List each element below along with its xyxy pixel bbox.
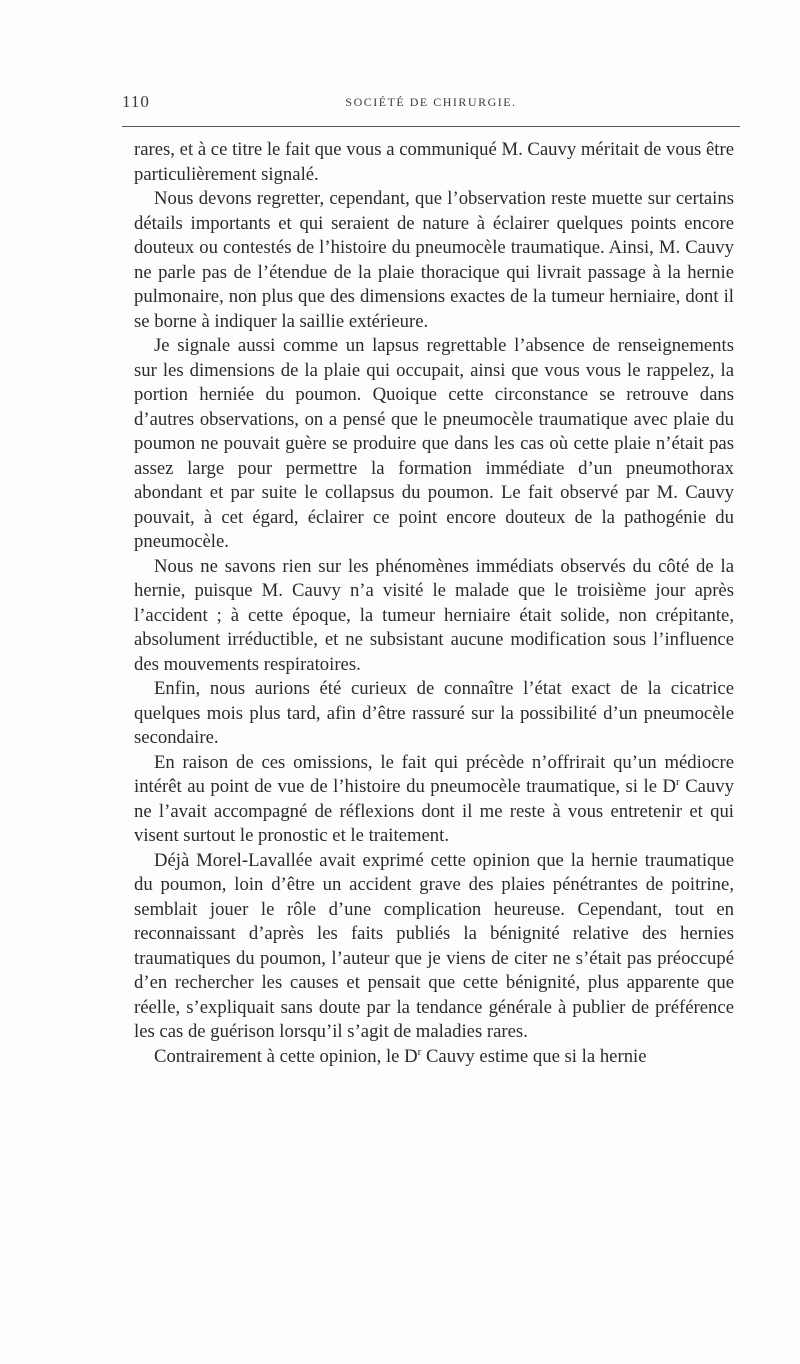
paragraph-text: Contrairement à cette opinion, le D (154, 1045, 418, 1067)
body-text (134, 138, 734, 1069)
paragraph (134, 1045, 734, 1070)
paragraph: Nous ne savons rien sur les phénomènes immédiats observés du côté de la hernie, puisque M. Cauvy n’a visité le malade que le troisième jour après l’accident ; à cette époque, la tumeur herniaire était solide, non crépitante, absolument irréductible, et ne subsistant aucune modification sous l’influence des mouvements respiratoires. (134, 555, 734, 675)
page-header (122, 92, 740, 114)
paragraph (134, 751, 734, 849)
running-head: SOCIÉTÉ DE CHIRURGIE. (345, 95, 517, 109)
paragraph-text: Cauvy estime que si la hernie (421, 1045, 647, 1067)
superscript: r (417, 1045, 422, 1058)
paragraph: Je signale aussi comme un lapsus regrettable l’absence de renseignements sur les dimensions de la plaie qui occupait, ainsi que vous vous le rappelez, la portion herniée du poumon. Quoique cette circonstance se retrouve dans d’autres observations, on a pensé que le pneumocèle traumatique avec plaie du poumon ne pouvait guère se produire que dans les cas où cette plaie n’était pas assez large pour permettre la formation immédiate d’un pneumothorax abondant et par suite le collapsus du poumon. Le fait observé par M. Cauvy pouvait, à cet égard, éclairer ce point encore douteux de la pathogénie du pneumocèle. (134, 335, 734, 552)
paragraph: Nous devons regretter, cependant, que l’observation reste muette sur certains détails importants et qui seraient de nature à éclairer quelques points encore douteux ou contestés de l’histoire du pneumocèle traumatique. Ainsi, M. Cauvy ne parle pas de l’étendue de la plaie thoracique qui livrait passage à la hernie pulmonaire, non plus que des dimensions exactes de la tumeur herniaire, dont il se borne à indiquer la saillie extérieure. (134, 188, 734, 332)
page-number: 110 (122, 92, 150, 111)
header-rule (122, 126, 740, 127)
paragraph: Enfin, nous aurions été curieux de connaître l’état exact de la cicatrice quelques mois plus tard, afin d’être rassuré sur la possibilité d’un pneumocèle secondaire. (134, 678, 734, 748)
paragraph-text: En raison de ces omissions, le fait qui précède n’offrirait qu’un médiocre intérêt au point de vue de l’histoire du pneumocèle traumatique, si le D (134, 751, 734, 797)
paragraph: Déjà Morel-Lavallée avait exprimé cette opinion que la hernie traumatique du poumon, loin d’être un accident grave des plaies pénétrantes de poitrine, semblait jouer le rôle d’une complication heureuse. Cependant, tout en reconnaissant d’après les faits publiés la bénignité relative des hernies traumatiques du poumon, l’auteur que je viens de citer ne s’était pas préoccupé d’en rechercher les causes et pensait que cette bénignité, plus apparente que réelle, s’expliquait sans doute par la tendance générale à publier de préférence les cas de guérison lorsqu’il s’agit de maladies rares. (134, 849, 734, 1042)
superscript: r (676, 776, 680, 788)
paragraph-text: Cauvy ne l’avait accompagné de réflexions dont il me reste à vous entretenir et qui visent surtout le pronostic et le traitement. (134, 776, 734, 846)
paragraph: rares, et à ce titre le fait que vous a communiqué M. Cauvy méritait de vous être particulièrement signalé. (134, 139, 734, 185)
